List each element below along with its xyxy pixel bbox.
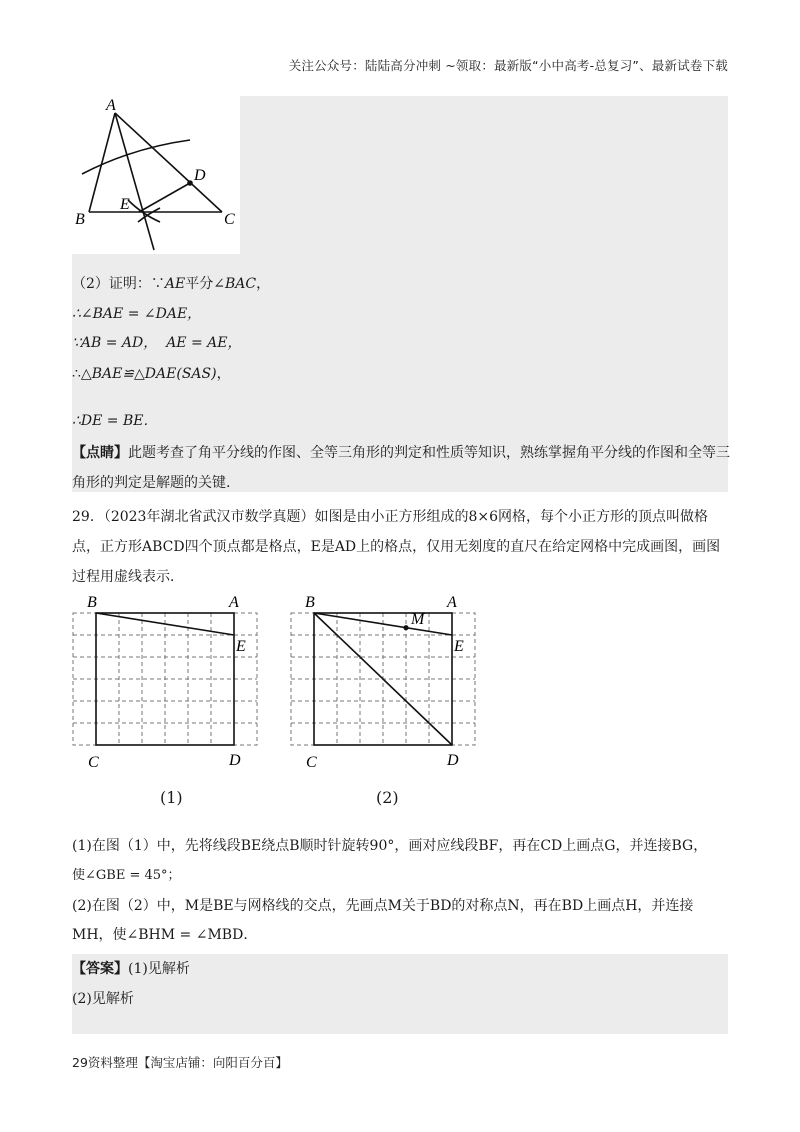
proof-line-4: ∴△BAE≌△DAE(SAS)， xyxy=(72,366,231,382)
part-2-line-b: MH，使∠BHM = ∠MBD． xyxy=(72,927,258,943)
label-c: C xyxy=(306,754,317,771)
label-d: D xyxy=(194,167,206,184)
answer-line-1: 【答案】(1)见解析 xyxy=(72,961,190,977)
label-e: E xyxy=(236,638,246,655)
grid-figure-2 xyxy=(280,592,490,782)
question-29-text: 29．（2023年湖北省武汉市数学真题）如图是由小正方形组成的8×6网格，每个小正方形的顶点叫做格点，正方形ABCD四个顶点都是格点，E是AD上的格点，仅用无刻度的直尺在给定网格中完成画图，画图过程用虚线表示． xyxy=(72,509,721,585)
figure-1-caption: (1) xyxy=(160,788,183,807)
label-a: A xyxy=(106,97,116,114)
dianjing-paragraph: 【点睛】此题考查了角平分线的作图、全等三角形的判定和性质等知识，熟练掌握角平分线的作图和全等三角形的判定是解题的关键. xyxy=(72,445,730,491)
proof-line-2: ∴∠BAE = ∠DAE， xyxy=(72,306,202,322)
page-footer xyxy=(72,1053,288,1071)
label-e: E xyxy=(120,196,130,213)
proof-line-5: ∴DE = BE． xyxy=(72,413,158,429)
label-b: B xyxy=(87,594,97,611)
label-b: B xyxy=(75,211,85,228)
label-m: M xyxy=(411,611,425,628)
part-1-line-a: (1)在图（1）中，先将线段BE绕点B顺时针旋转90°，画对应线段BF，再在CD上画点G，并连接BG， xyxy=(72,838,708,854)
construction-arc-large xyxy=(82,140,190,174)
point-m xyxy=(403,625,408,630)
answer-line-2: (2)见解析 xyxy=(72,991,134,1007)
label-e: E xyxy=(454,638,464,655)
page-number: 29 xyxy=(72,1055,88,1070)
part-1-line-b: 使∠GBE = 45°； xyxy=(72,868,181,883)
side-ab xyxy=(89,113,115,212)
bisector-ray xyxy=(115,113,154,250)
page-header: 关注公众号：陆陆高分冲刺 ~领取：最新版“小中高考-总复习”、最新试卷下载 xyxy=(288,58,728,73)
part-2-line-a: (2)在图（2）中，M是BE与网格线的交点，先画点M关于BD的对称点N，再在BD上画点H，并连接 xyxy=(72,898,694,914)
label-b: B xyxy=(305,594,315,611)
label-d: D xyxy=(447,752,459,769)
point-d xyxy=(187,180,193,186)
label-a: A xyxy=(229,594,239,611)
figure-2-caption: (2) xyxy=(376,788,399,807)
footer-text: 资料整理【淘宝店铺：向阳百分百】 xyxy=(87,1055,288,1070)
label-c: C xyxy=(224,211,235,228)
proof-line-3: ∵AB = AD， AE = AE， xyxy=(72,335,242,351)
triangle-figure xyxy=(72,96,240,254)
segment-ed xyxy=(139,183,190,212)
grid-figure-1 xyxy=(62,592,272,782)
label-d: D xyxy=(229,752,241,769)
label-a: A xyxy=(447,594,457,611)
side-ac xyxy=(115,113,222,212)
label-c: C xyxy=(88,754,99,771)
proof-line-1: （2）证明：∵AE平分∠BAC， xyxy=(72,276,271,292)
